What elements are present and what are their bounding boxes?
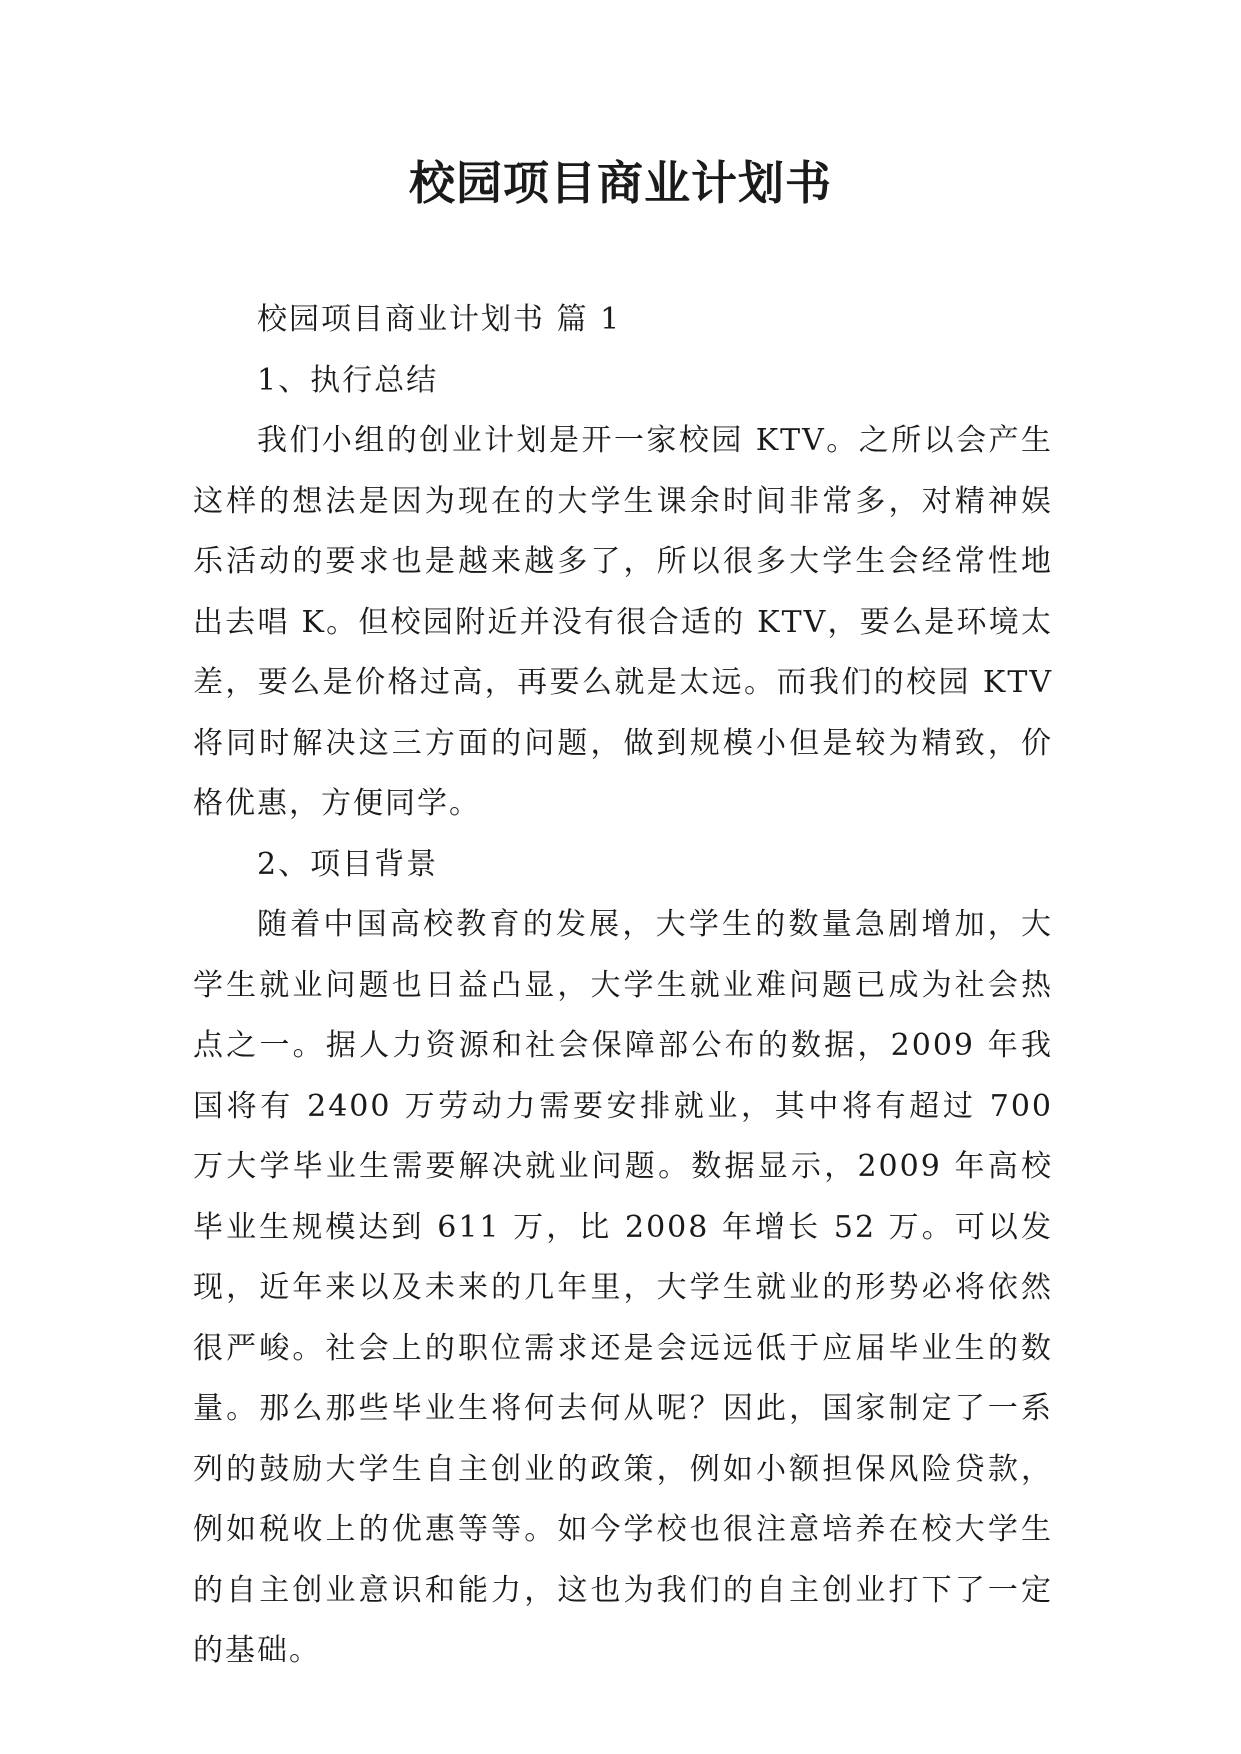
document-body (193, 290, 1053, 1682)
paragraph-executive-summary: 我们小组的创业计划是开一家校园 KTV。之所以会产生这样的想法是因为现在的大学生课余时间非常多，对精神娱乐活动的要求也是越来越多了，所以很多大学生会经常性地出去唱 K。但校园附近并没有很合适的 KTV，要么是环境太差，要么是价格过高，再要么就是太远。而我们的校园 KTV 将同时解决这三方面的问题，做到规模小但是较为精致，价格优惠，方便同学。 (193, 423, 1053, 821)
heading-executive-summary: 1、执行总结 (257, 362, 439, 398)
document-title: 校园项目商业计划书 (409, 156, 832, 210)
paragraph-project-background: 随着中国高校教育的发展，大学生的数量急剧增加，大学生就业问题也日益凸显，大学生就业难问题已成为社会热点之一。据人力资源和社会保障部公布的数据，2009 年我国将有 2400 万劳动力需要安排就业，其中将有超过 700 万大学毕业生需要解决就业问题。数据显示，2009 年高校毕业生规模达到 611 万，比 2008 年增长 52 万。可以发现，近年来以及未来的几年里，大学生就业的形势必将依然很严峻。社会上的职位需求还是会远远低于应届毕业生的数量。那么那些毕业生将何去何从呢？因此，国家制定了一系列的鼓励大学生自主创业的政策，例如小额担保风险贷款，例如税收上的优惠等等。如今学校也很注意培养在校大学生的自主创业意识和能力，这也为我们的自主创业打下了一定的基础。 (193, 907, 1053, 1668)
section-heading-part-1: 校园项目商业计划书 篇 1 (257, 302, 622, 337)
heading-project-background: 2、项目背景 (257, 846, 439, 882)
